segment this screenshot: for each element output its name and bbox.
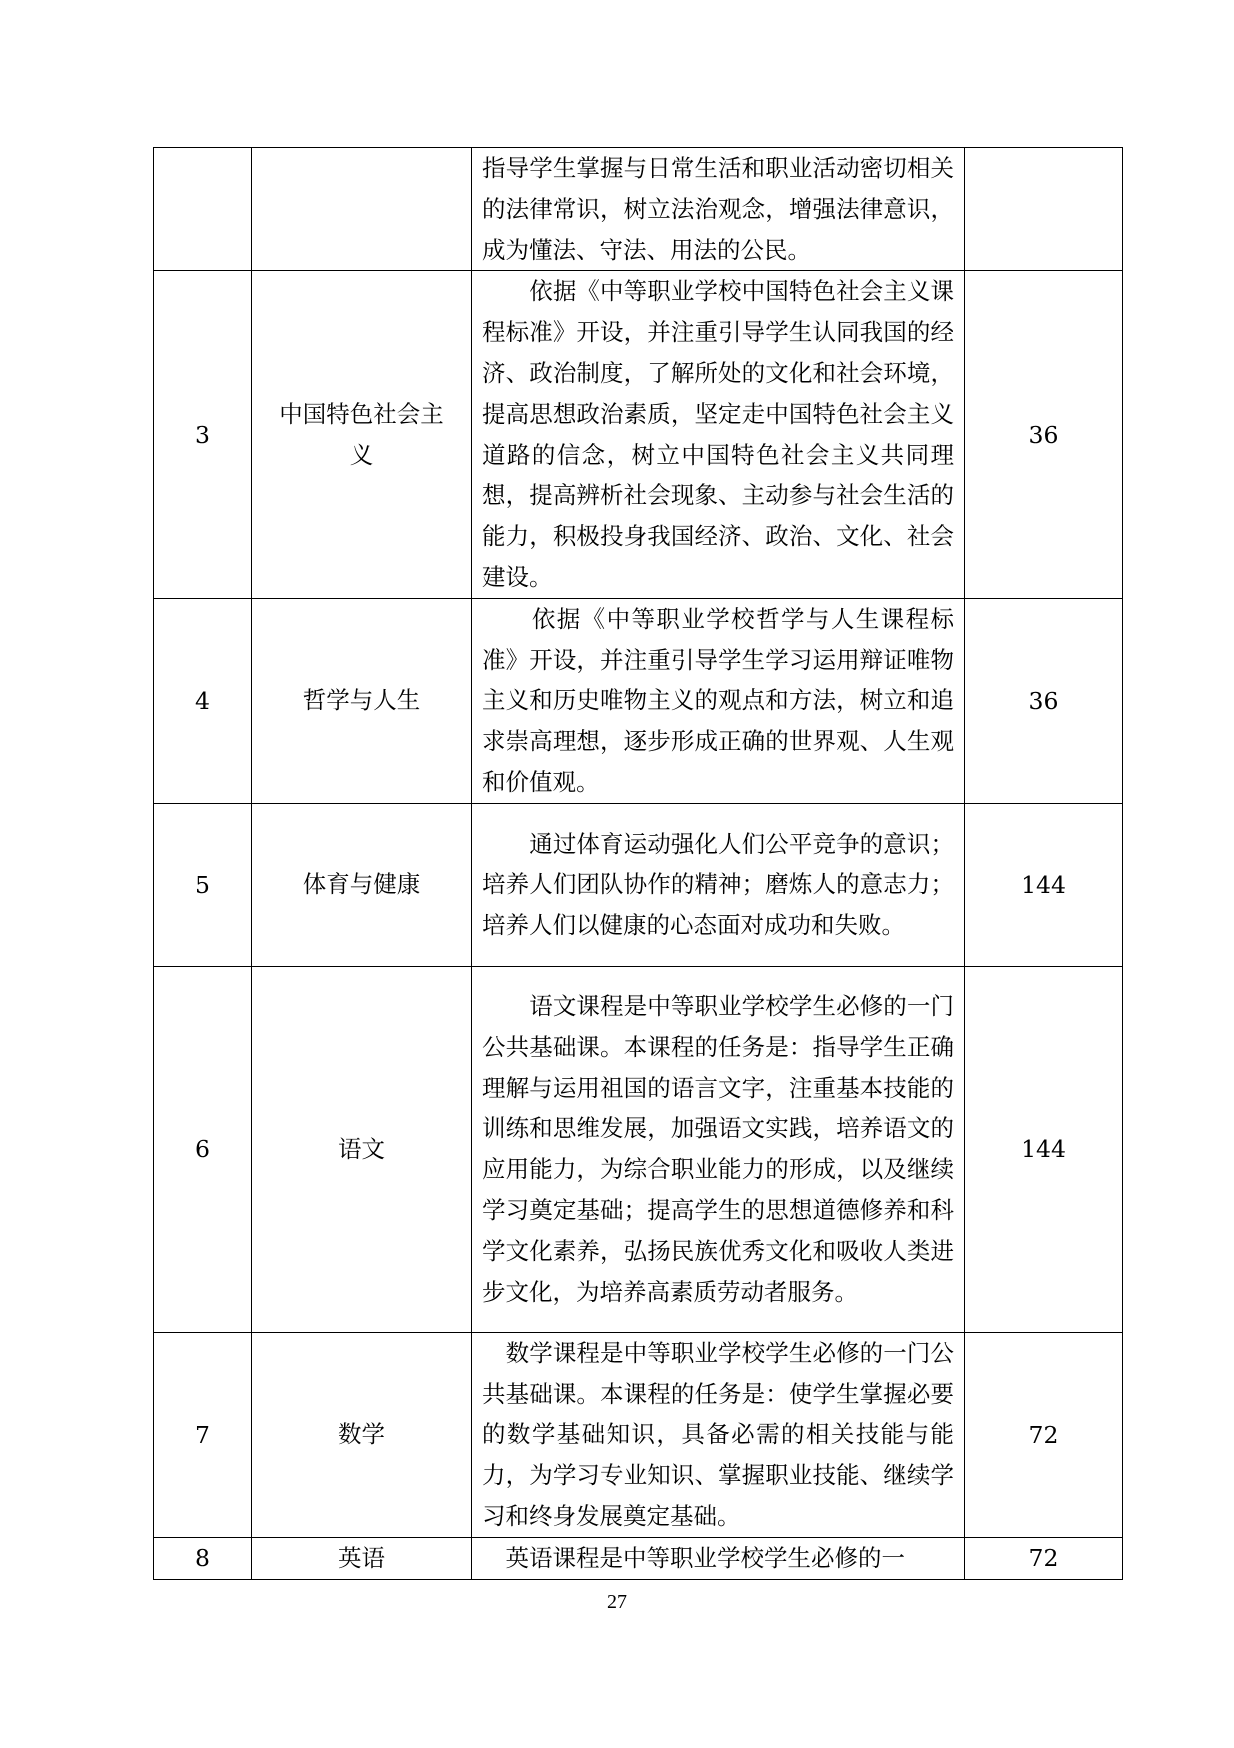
course-description: 依据《中等职业学校中国特色社会主义课程标准》开设，并注重引导学生认同我国的经济、政治制度，了解所处的文化和社会环境，提高思想政治素质，坚定走中国特色社会主义道路的信念，树立中国特色社会主义共同理想，提高辨析社会现象、主动参与社会生活的能力，积极投身我国经济、政治、文化、社会建设。 — [472, 271, 965, 598]
course-table — [153, 147, 1123, 1580]
course-hours — [965, 148, 1123, 271]
row-number: 7 — [154, 1332, 252, 1537]
course-hours: 36 — [965, 598, 1123, 803]
course-description: 通过体育运动强化人们公平竞争的意识；培养人们团队协作的精神；磨炼人的意志力；培养人们以健康的心态面对成功和失败。 — [472, 803, 965, 966]
table-row — [154, 148, 1123, 271]
row-number: 5 — [154, 803, 252, 966]
row-number: 8 — [154, 1537, 252, 1579]
course-name: 语文 — [252, 966, 472, 1332]
course-description: 数学课程是中等职业学校学生必修的一门公共基础课。本课程的任务是：使学生掌握必要的数学基础知识，具备必需的相关技能与能力，为学习专业知识、掌握职业技能、继续学习和终身发展奠定基础。 — [472, 1332, 965, 1537]
row-number: 3 — [154, 271, 252, 598]
course-description: 依据《中等职业学校哲学与人生课程标准》开设，并注重引导学生学习运用辩证唯物主义和历史唯物主义的观点和方法，树立和追求崇高理想，逐步形成正确的世界观、人生观和价值观。 — [472, 598, 965, 803]
course-hours: 144 — [965, 966, 1123, 1332]
table-row — [154, 271, 1123, 598]
course-description: 英语课程是中等职业学校学生必修的一 — [472, 1537, 965, 1579]
course-hours: 144 — [965, 803, 1123, 966]
course-name: 数学 — [252, 1332, 472, 1537]
table-row — [154, 1537, 1123, 1579]
course-hours: 72 — [965, 1537, 1123, 1579]
course-description: 指导学生掌握与日常生活和职业活动密切相关的法律常识，树立法治观念，增强法律意识，成为懂法、守法、用法的公民。 — [472, 148, 965, 271]
course-name: 英语 — [252, 1537, 472, 1579]
course-name: 中国特色社会主义 — [252, 271, 472, 598]
page-number: 27 — [607, 1591, 627, 1613]
table-row — [154, 598, 1123, 803]
row-number — [154, 148, 252, 271]
row-number: 6 — [154, 966, 252, 1332]
course-hours: 36 — [965, 271, 1123, 598]
row-number: 4 — [154, 598, 252, 803]
table-row — [154, 1332, 1123, 1537]
table-row — [154, 966, 1123, 1332]
course-name: 哲学与人生 — [252, 598, 472, 803]
course-name — [252, 148, 472, 271]
table-row — [154, 803, 1123, 966]
course-hours: 72 — [965, 1332, 1123, 1537]
course-description: 语文课程是中等职业学校学生必修的一门公共基础课。本课程的任务是：指导学生正确理解与运用祖国的语言文字，注重基本技能的训练和思维发展，加强语文实践，培养语文的应用能力，为综合职业能力的形成，以及继续学习奠定基础；提高学生的思想道德修养和科学文化素养，弘扬民族优秀文化和吸收人类进步文化，为培养高素质劳动者服务。 — [472, 966, 965, 1332]
course-name: 体育与健康 — [252, 803, 472, 966]
